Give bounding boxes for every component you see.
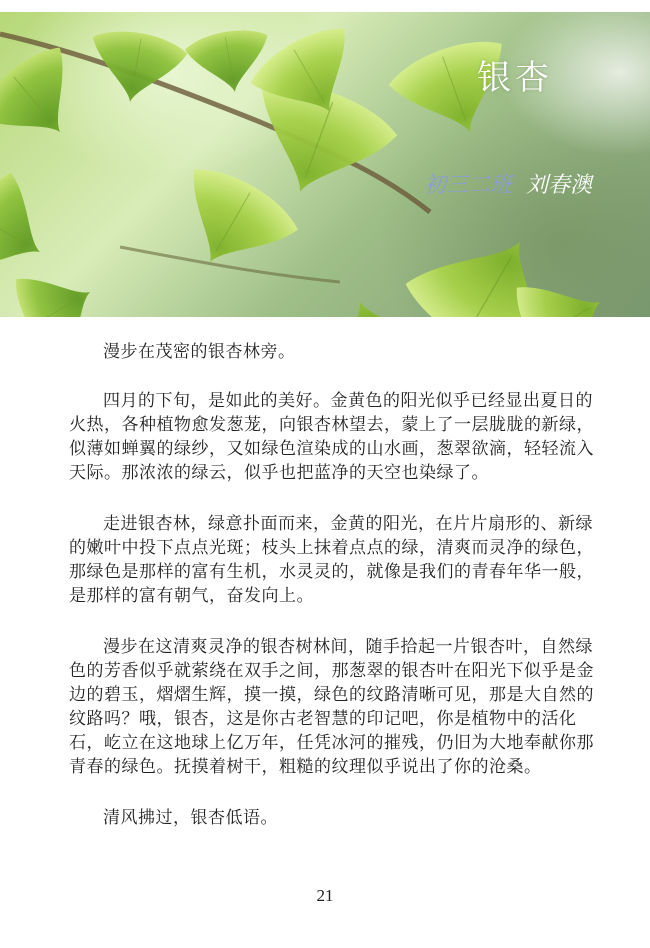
article-body	[69, 340, 609, 830]
paragraph: 漫步在这清爽灵净的银杏树林间，随手拾起一片银杏叶，自然绿色的芳香似乎就萦绕在双手之间，那葱翠的银杏叶在阳光下似乎是金边的碧玉，熠熠生辉，摸一摸，绿色的纹路清晰可见，那是大自然的纹路吗？哦，银杏，这是你古老智慧的印记吧，你是植物中的活化石，屹立在这地球上亿万年，任凭冰河的摧残，仍旧为大地奉献你那青春的绿色。抚摸着树干，粗糙的纹理似乎说出了你的沧桑。	[69, 637, 594, 777]
paragraph: 清风拂过，银杏低语。	[103, 808, 278, 828]
class-name: 初三二班	[424, 173, 513, 198]
page-number: 21	[316, 886, 334, 905]
paragraph: 漫步在茂密的银杏林旁。	[103, 342, 296, 362]
byline	[424, 168, 592, 199]
author-name: 刘春澳	[526, 173, 593, 198]
paragraph: 走进银杏林，绿意扑面而来，金黄的阳光，在片片扇形的、新绿的嫩叶中投下点点光斑；枝头上抹着点点的绿，清爽而灵净的绿色，那绿色是那样的富有生机，水灵灵的，就像是我们的青春年华一般，是那样的富有朝气，奋发向上。	[69, 514, 594, 606]
paragraph: 四月的下旬，是如此的美好。金黄色的阳光似乎已经显出夏日的火热，各种植物愈发葱茏，向银杏林望去，蒙上了一层胧胧的新绿，似薄如蝉翼的绿纱，又如绿色渲染成的山水画，葱翠欲滴，轻轻流入天际。那浓浓的绿云，似乎也把蓝净的天空也染绿了。	[69, 391, 594, 483]
ginkgo-photo	[0, 12, 650, 317]
article-title: 银杏	[477, 58, 553, 98]
